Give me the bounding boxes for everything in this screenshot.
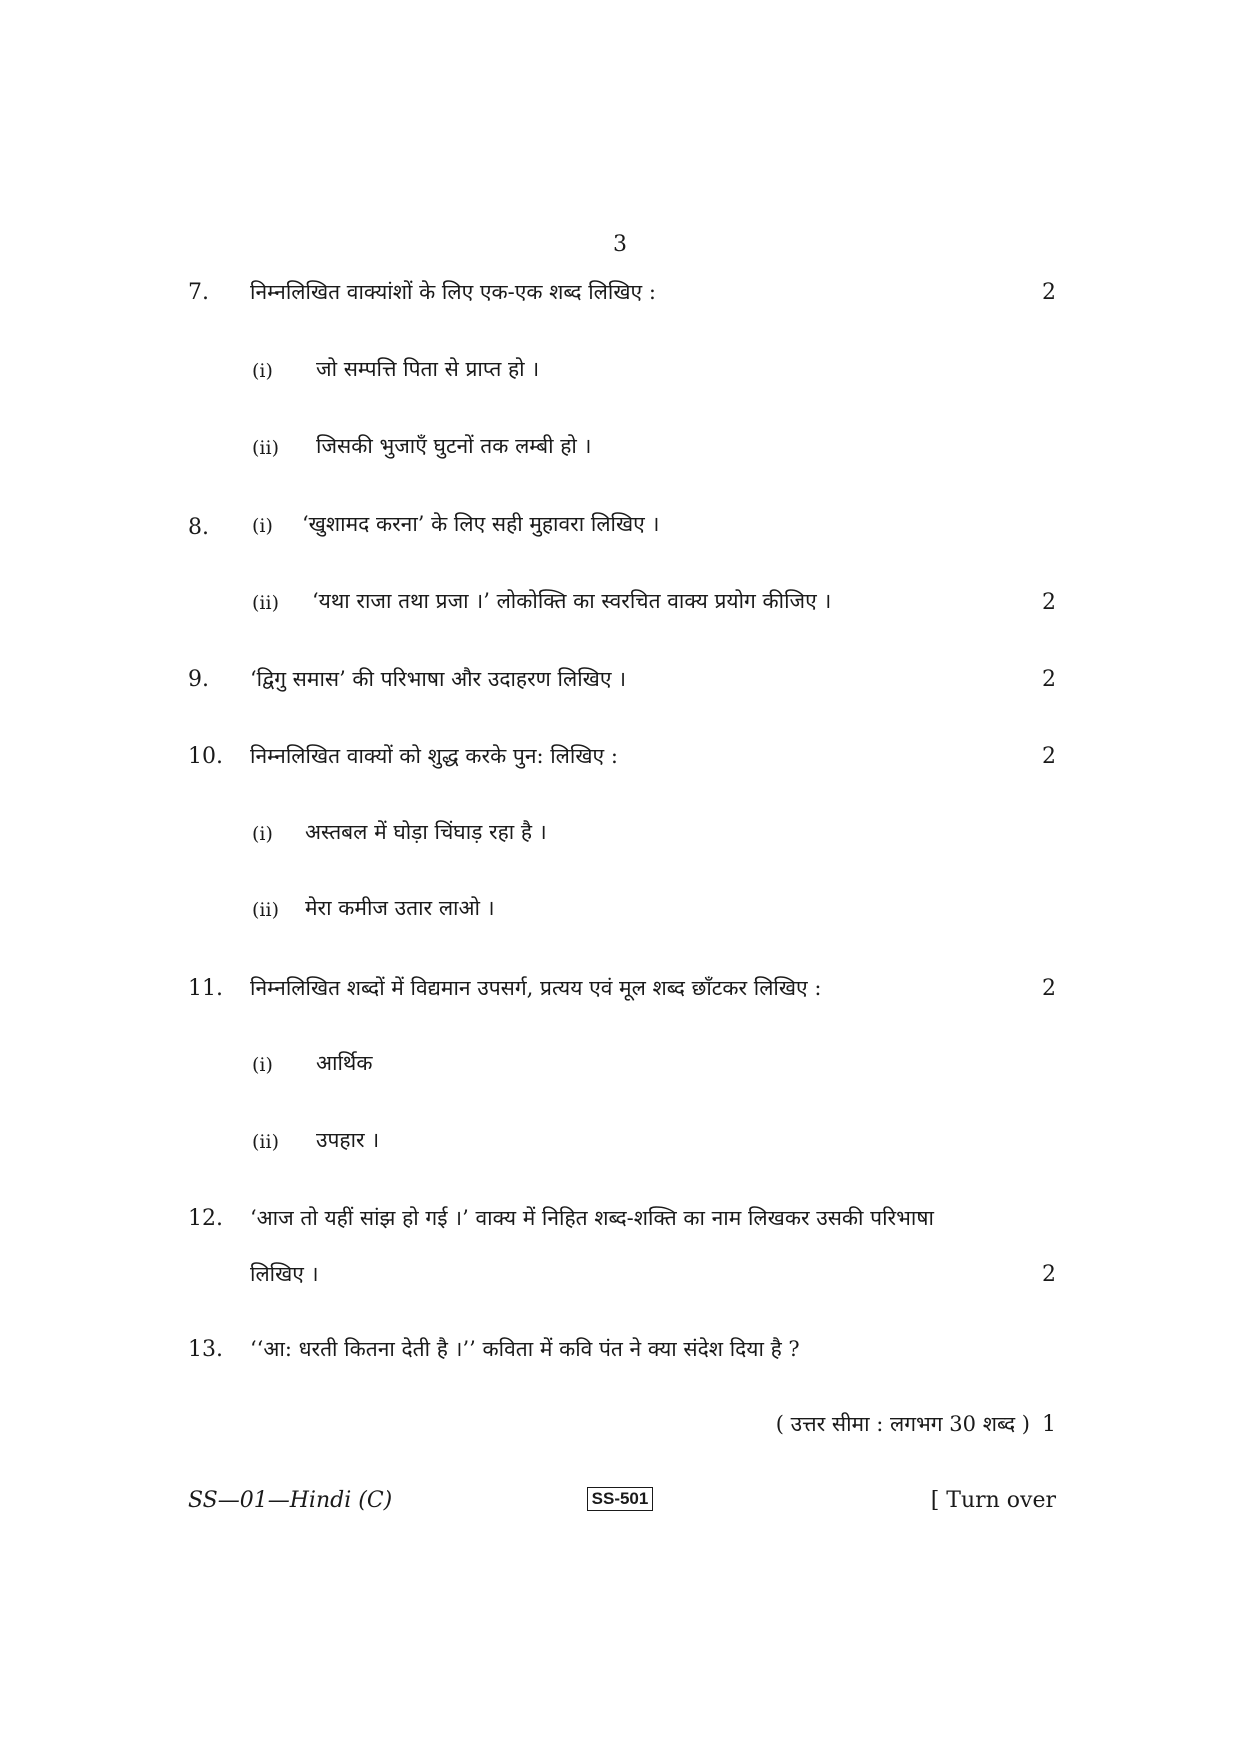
question-12-line-1: ‘आज तो यहीं सांझ हो गई ।’ वाक्य में निहित शब्द-शक्ति का नाम लिखकर उसकी परिभाषा <box>250 1206 934 1230</box>
page-number: 3 <box>613 232 627 257</box>
question-10-sub-2-text: मेरा कमीज उतार लाओ । <box>305 896 495 920</box>
question-12-marks: 2 <box>1042 1262 1056 1287</box>
question-8-marks: 2 <box>1042 590 1056 615</box>
question-8-sub-2-number: (ii) <box>252 592 279 614</box>
question-11-sub-2-text: उपहार । <box>316 1128 380 1152</box>
question-13-number: 13. <box>188 1337 223 1362</box>
question-7-text: निम्नलिखित वाक्यांशों के लिए एक-एक शब्द लिखिए : <box>250 280 656 304</box>
question-7-sub-1-number: (i) <box>252 360 273 382</box>
footer-paper-code: SS—01—Hindi (C) <box>188 1488 393 1513</box>
question-7-sub-2-number: (ii) <box>252 437 279 459</box>
question-10-sub-1-number: (i) <box>252 823 273 845</box>
question-12-number: 12. <box>188 1206 223 1231</box>
question-11-sub-1-text: आर्थिक <box>316 1051 373 1075</box>
question-13-answer-limit: ( उत्तर सीमा : लगभग 30 शब्द ) <box>775 1412 1030 1436</box>
question-11-marks: 2 <box>1042 976 1056 1001</box>
question-10-sub-2-number: (ii) <box>252 899 279 921</box>
question-10-text: निम्नलिखित वाक्यों को शुद्ध करके पुन: लिखिए : <box>250 744 618 768</box>
question-13-text: ‘‘आ: धरती कितना देती है ।’’ कविता में कवि पंत ने क्या संदेश दिया है ? <box>250 1337 800 1361</box>
question-10-sub-1-text: अस्तबल में घोड़ा चिंघाड़ रहा है । <box>305 820 547 844</box>
footer-series-code: SS-501 <box>587 1487 654 1511</box>
question-9-text: ‘द्विगु समास’ की परिभाषा और उदाहरण लिखिए । <box>250 667 627 691</box>
question-7-sub-1-text: जो सम्पत्ति पिता से प्राप्त हो । <box>316 357 540 381</box>
question-11-text: निम्नलिखित शब्दों में विद्यमान उपसर्ग, प्रत्यय एवं मूल शब्द छाँटकर लिखिए : <box>250 976 822 1000</box>
question-7-number: 7. <box>188 280 209 305</box>
question-10-marks: 2 <box>1042 744 1056 769</box>
question-9-number: 9. <box>188 667 209 692</box>
footer-turn-over: [ Turn over <box>930 1488 1056 1513</box>
question-7-sub-2-text: जिसकी भुजाएँ घुटनों तक लम्बी हो । <box>316 434 592 458</box>
question-8-sub-2-text: ‘यथा राजा तथा प्रजा ।’ लोकोक्ति का स्वरचित वाक्य प्रयोग कीजिए । <box>312 589 832 613</box>
question-8-sub-1-text: ‘खुशामद करना’ के लिए सही मुहावरा लिखिए । <box>302 512 660 536</box>
question-8-sub-1-number: (i) <box>252 515 273 537</box>
question-11-number: 11. <box>188 976 223 1001</box>
question-9-marks: 2 <box>1042 667 1056 692</box>
question-11-sub-2-number: (ii) <box>252 1131 279 1153</box>
question-8-number: 8. <box>188 515 209 540</box>
question-10-number: 10. <box>188 744 223 769</box>
question-13-marks: 1 <box>1042 1412 1056 1437</box>
question-12-line-2: लिखिए । <box>250 1262 319 1286</box>
question-11-sub-1-number: (i) <box>252 1054 273 1076</box>
question-7-marks: 2 <box>1042 280 1056 305</box>
